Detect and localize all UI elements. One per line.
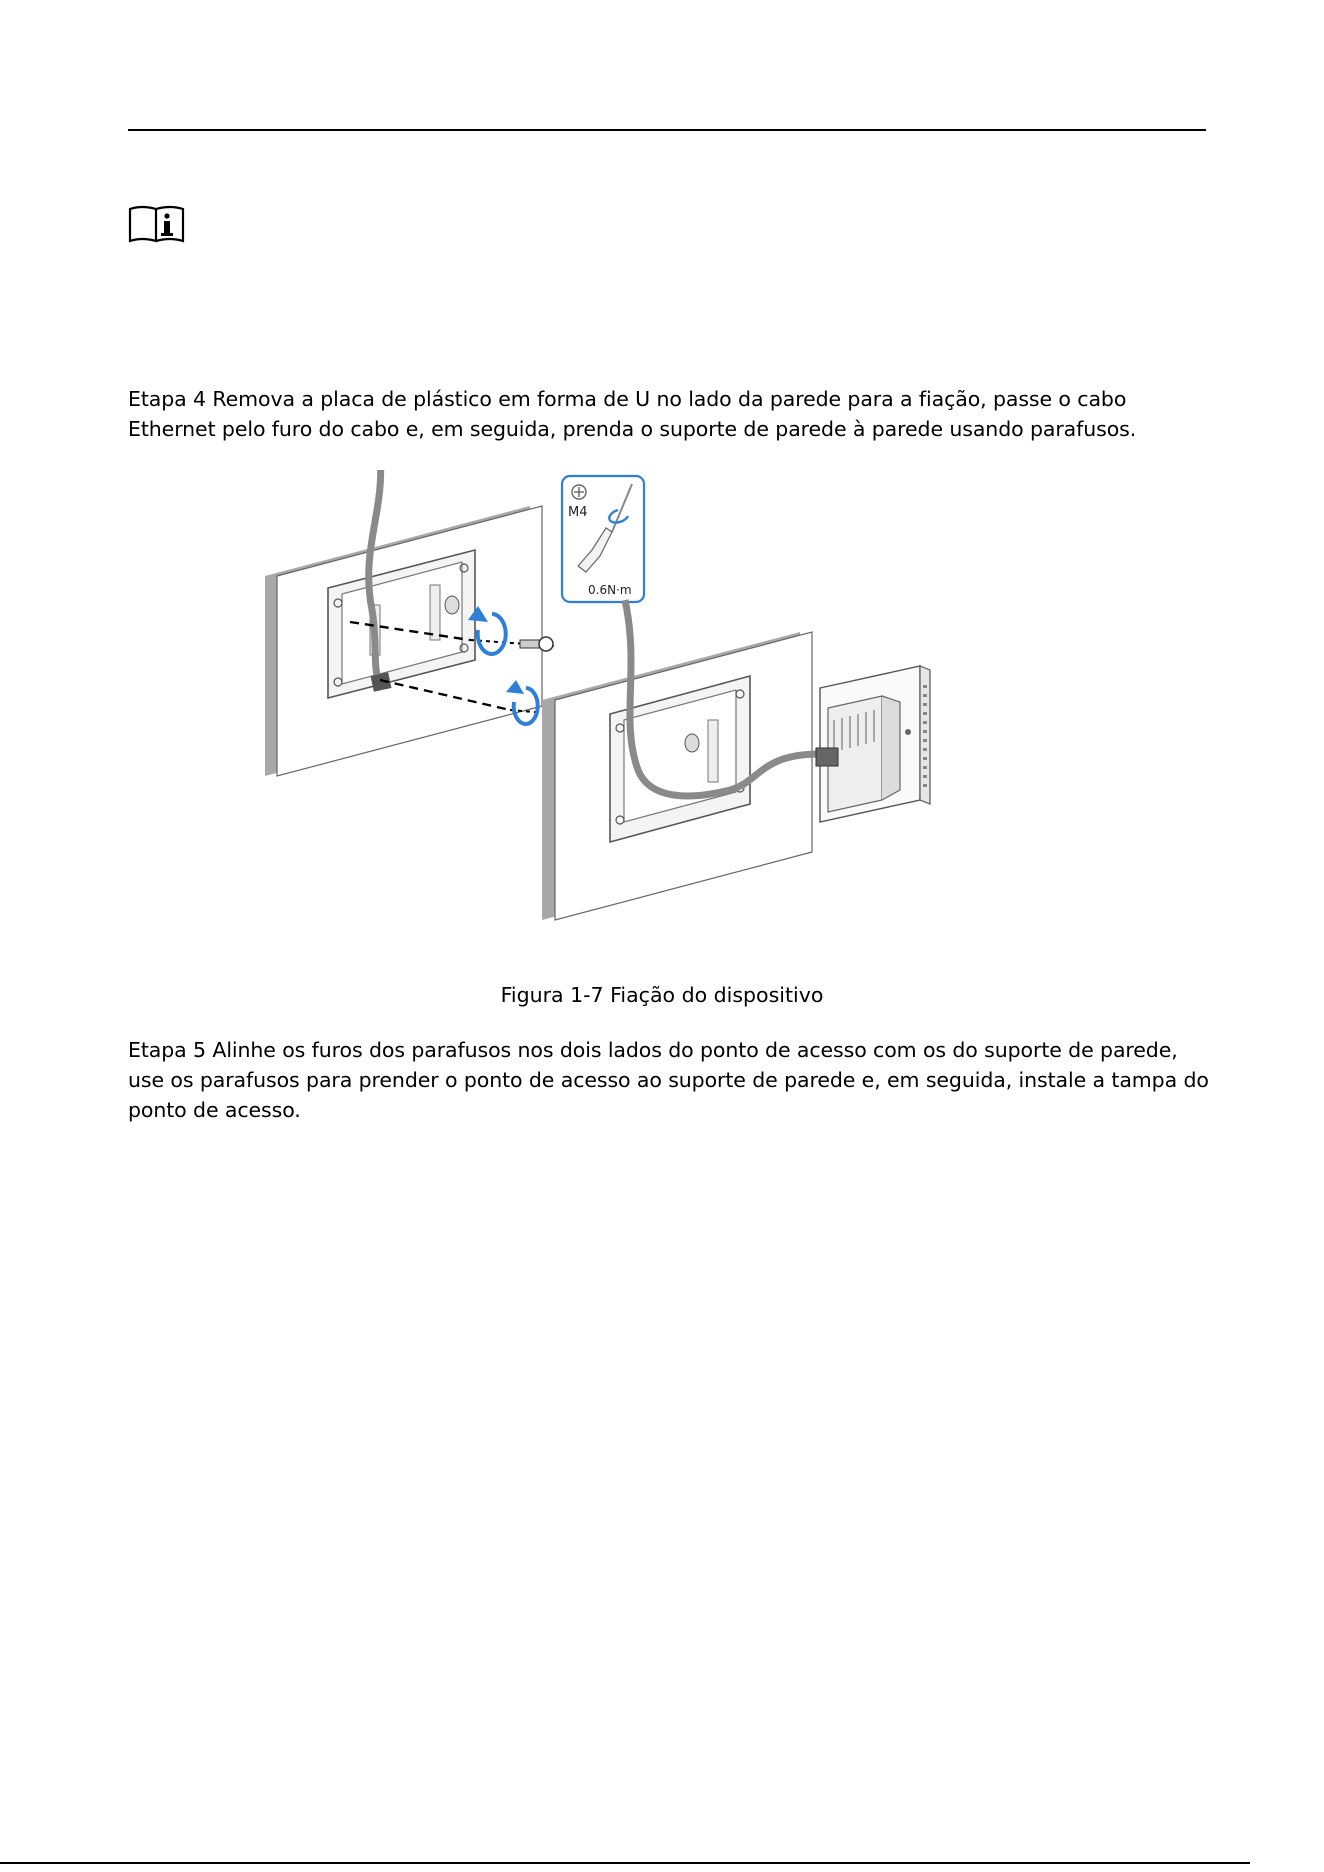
ethernet-plug-icon (816, 748, 838, 766)
access-point-illustration (816, 666, 930, 822)
torque-label: 0.6N·m (588, 583, 632, 597)
step-4-text: Etapa 4 Remova a placa de plástico em forma de U no lado da parede para a fiação, passe o cabo Ethernet pelo furo do cabo e, em seguida, prenda o suporte de parede à parede usando parafusos. (128, 387, 1137, 441)
header-rule (128, 129, 1206, 131)
figure-caption: Figura 1-7 Fiação do dispositivo (500, 983, 824, 1007)
footer-rule (0, 1862, 1250, 1864)
screw-spec-label: M4 (568, 505, 588, 520)
torque-callout (562, 476, 644, 602)
step-5-text: Etapa 5 Alinhe os furos dos parafusos nos dois lados do ponto de acesso com os do suporte de parede, use os parafusos para prender o ponto de acesso ao suporte de parede e, em seguida, instale a tampa do ponto de acesso. (128, 1038, 1209, 1122)
wiring-figure (260, 470, 1070, 980)
right-wall-illustration (542, 600, 930, 920)
note-info-icon (128, 203, 185, 243)
